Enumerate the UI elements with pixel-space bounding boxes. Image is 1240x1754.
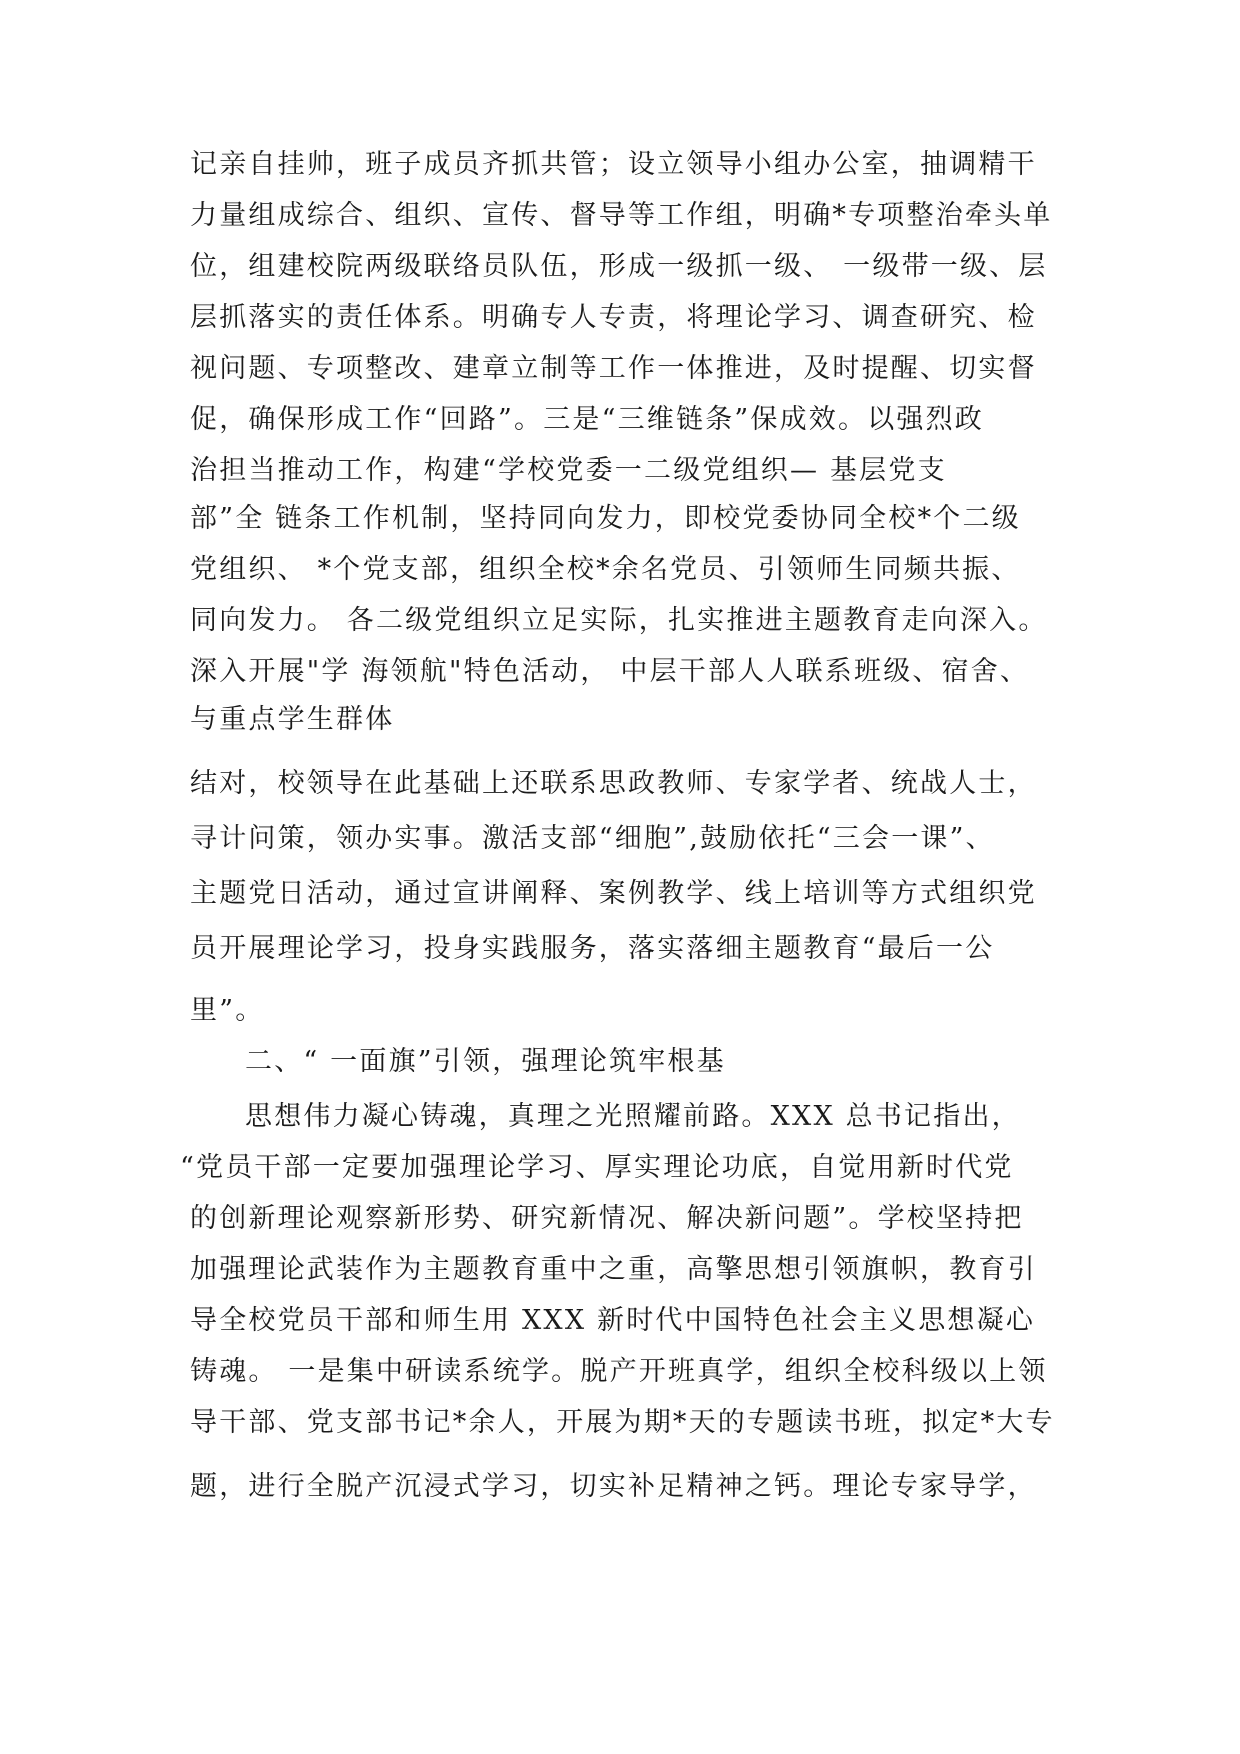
body-text-line: 导干部、党支部书记*余人，开展为期*天的专题读书班，拟定*大专 xyxy=(190,1407,1055,1438)
body-text-line: 同向发力。 各二级党组织立足实际，扎实推进主题教育走向深入。 xyxy=(190,605,1048,636)
section-heading: 二、“ 一面旗”引领，强理论筑牢根基 xyxy=(245,1046,726,1077)
body-text-line: 寻计问策，领办实事。激活支部“细胞”,鼓励依托“三会一课”、 xyxy=(190,823,995,854)
body-text-line: 位，组建校院两级联络员队伍，形成一级抓一级、 一级带一级、层 xyxy=(190,251,1048,282)
body-text-line: 题，进行全脱产沉浸式学习，切实补足精神之钙。理论专家导学， xyxy=(190,1471,1037,1502)
body-text-line: 与重点学生群体 xyxy=(190,704,395,735)
body-text-line: 层抓落实的责任体系。明确专人专责，将理论学习、调查研究、检 xyxy=(190,302,1037,333)
body-text-line: 的创新理论观察新形势、研究新情况、解决新问题”。学校坚持把 xyxy=(190,1203,1024,1234)
body-text-line: 力量组成综合、组织、宣传、督导等工作组，明确*专项整治牵头单 xyxy=(190,200,1053,231)
body-text-line: 主题党日活动，通过宣讲阐释、案例教学、线上培训等方式组织党 xyxy=(190,878,1037,909)
body-text-line: 视问题、专项整改、建章立制等工作一体推进，及时提醒、切实督 xyxy=(190,353,1037,384)
body-text-line: 促，确保形成工作“回路”。三是“三维链条”保成效。以强烈政 xyxy=(190,404,985,435)
body-text-line: 导全校党员干部和师生用 XXX 新时代中国特色社会主义思想凝心 xyxy=(190,1305,1036,1336)
body-text-line: 党组织、 *个党支部，组织全校*余名党员、引领师生同频共振、 xyxy=(190,554,1021,585)
body-text-line: “党员干部一定要加强理论学习、厚实理论功底，自觉用新时代党 xyxy=(180,1152,1014,1183)
body-text-line: 铸魂。 一是集中研读系统学。脱产开班真学，组织全校科级以上领 xyxy=(190,1356,1048,1387)
body-text-line: 结对，校领导在此基础上还联系思政教师、专家学者、统战人士， xyxy=(190,768,1037,799)
body-text-line: 思想伟力凝心铸魂，真理之光照耀前路。XXX 总书记指出， xyxy=(245,1101,1021,1132)
body-text-line: 部”全 链条工作机制，坚持同向发力，即校党委协同全校*个二级 xyxy=(190,503,1021,534)
body-text-line: 治担当推动工作，构建“学校党委一二级党组织— 基层党支 xyxy=(190,455,947,486)
body-text-line: 记亲自挂帅，班子成员齐抓共管；设立领导小组办公室，抽调精干 xyxy=(190,149,1037,180)
body-text-line: 里”。 xyxy=(190,995,265,1026)
body-text-line: 深入开展"学 海领航"特色活动， 中层干部人人联系班级、宿舍、 xyxy=(190,656,1030,687)
body-text-line: 加强理论武装作为主题教育重中之重，高擎思想引领旗帜，教育引 xyxy=(190,1254,1037,1285)
body-text-line: 员开展理论学习，投身实践服务，落实落细主题教育“最后一公 xyxy=(190,933,995,964)
